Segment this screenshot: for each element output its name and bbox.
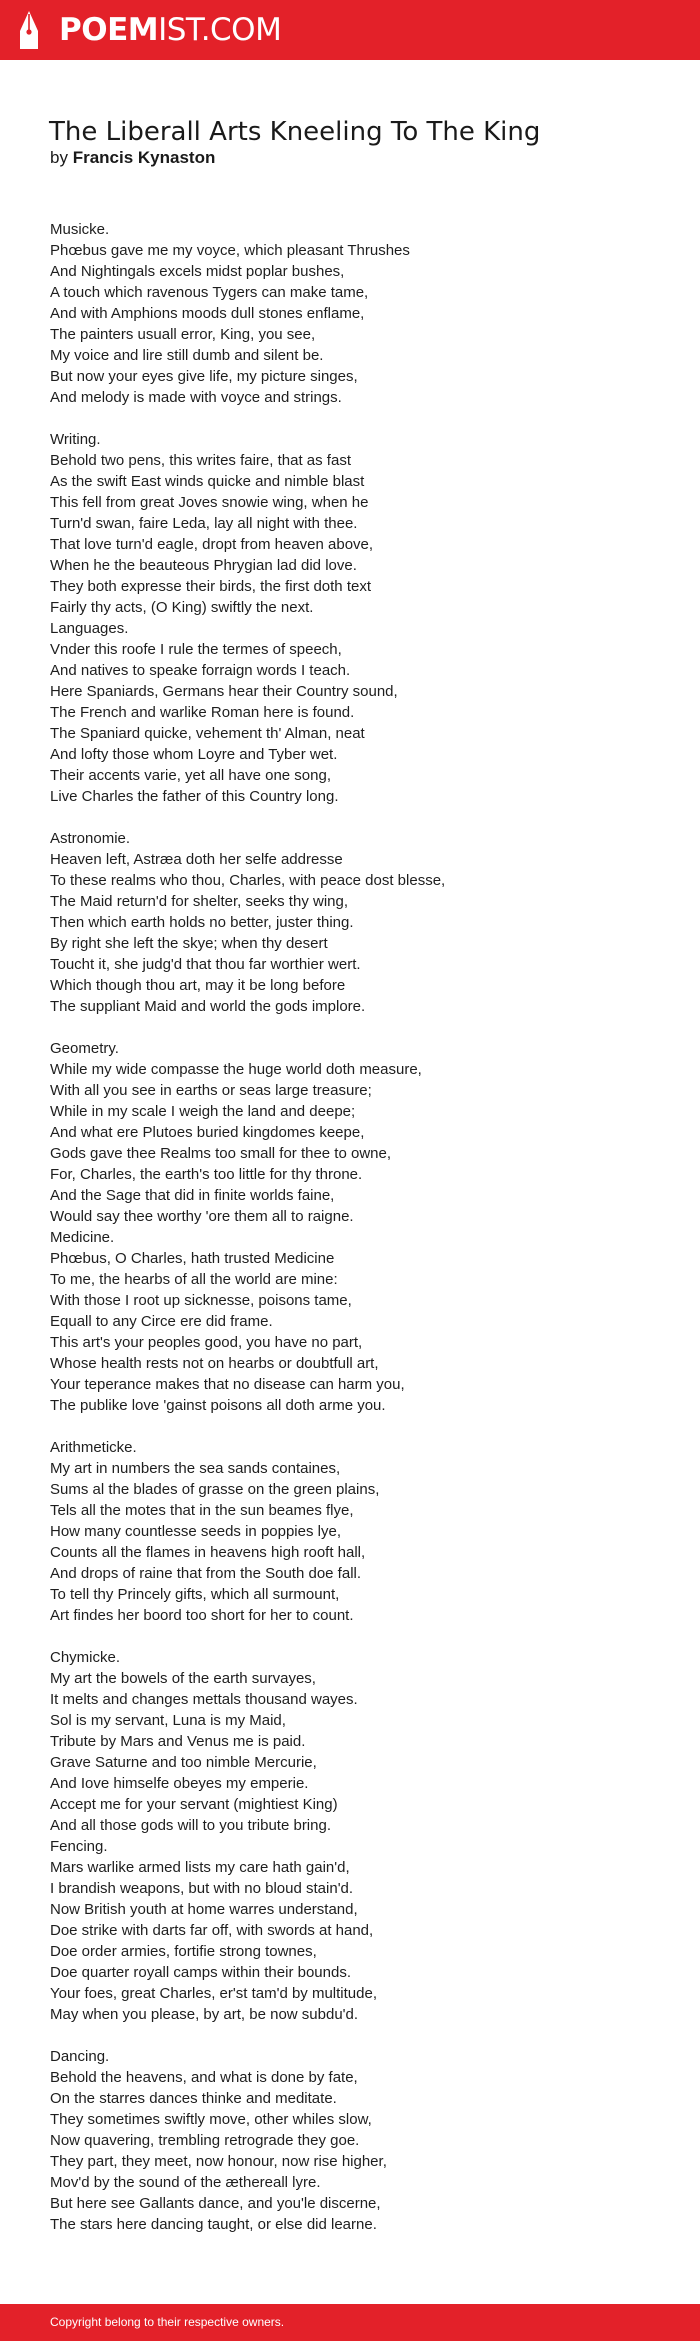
- poem-line: Arithmeticke.: [50, 1439, 137, 1456]
- poem-line: While in my scale I weigh the land and deepe;: [50, 1103, 356, 1120]
- site-logo[interactable]: [16, 8, 281, 52]
- poem-line: Grave Saturne and too nimble Mercurie,: [50, 1754, 317, 1771]
- poem-line: To tell thy Princely gifts, which all surmount,: [50, 1586, 340, 1603]
- poem-line: My art the bowels of the earth survayes,: [50, 1670, 316, 1687]
- poem-line: Dancing.: [50, 2048, 110, 2065]
- poem-line: May when you please, by art, be now subdu'd.: [50, 2006, 359, 2023]
- byline: [50, 145, 215, 171]
- poem-line: For, Charles, the earth's too little for thy throne.: [50, 1166, 363, 1183]
- poem-line: Doe quarter royall camps within their bounds.: [50, 1964, 351, 1981]
- poem-line: Astronomie.: [50, 830, 131, 847]
- poem-line: My art in numbers the sea sands containes,: [50, 1460, 341, 1477]
- poem-line: As the swift East winds quicke and nimble blast: [50, 473, 365, 490]
- poem-line: Sol is my servant, Luna is my Maid,: [50, 1712, 286, 1729]
- poem-line: The Maid return'd for shelter, seeks thy wing,: [50, 893, 349, 910]
- poem-line: Heaven left, Astræa doth her selfe addresse: [50, 851, 343, 868]
- poem-line: The painters usuall error, King, you see,: [50, 326, 316, 343]
- poem-line: Tels all the motes that in the sun beames flye,: [50, 1502, 354, 1519]
- poem-line: With all you see in earths or seas large treasure;: [50, 1082, 372, 1099]
- poem-line: Live Charles the father of this Country long.: [50, 788, 339, 805]
- poem-line: They part, they meet, now honour, now rise higher,: [50, 2153, 387, 2170]
- poem-line: It melts and changes mettals thousand wayes.: [50, 1691, 358, 1708]
- poem-line: Medicine.: [50, 1229, 115, 1246]
- stanza: [50, 1038, 650, 1416]
- poem-line: Toucht it, she judg'd that thou far worthier wert.: [50, 956, 361, 973]
- poem-line: And what ere Plutoes buried kingdomes keepe,: [50, 1124, 365, 1141]
- poem-line: Musicke.: [50, 221, 110, 238]
- poem-line: Here Spaniards, Germans hear their Country sound,: [50, 683, 398, 700]
- poem-line: They both expresse their birds, the first doth text: [50, 578, 371, 595]
- stanza: [50, 828, 650, 1017]
- poem-line: Art findes her boord too short for her to count.: [50, 1607, 354, 1624]
- stanza: [50, 1437, 650, 1626]
- poem-line: The suppliant Maid and world the gods implore.: [50, 998, 366, 1015]
- poem-line: Counts all the flames in heavens high rooft hall,: [50, 1544, 366, 1561]
- poem-line: This fell from great Joves snowie wing, when he: [50, 494, 369, 511]
- poem-line: Fencing.: [50, 1838, 108, 1855]
- poem-line: And melody is made with voyce and strings.: [50, 389, 342, 406]
- poem-line: Would say thee worthy 'ore them all to raigne.: [50, 1208, 354, 1225]
- poem-line: That love turn'd eagle, dropt from heaven above,: [50, 536, 374, 553]
- poem-line: Which though thou art, may it be long before: [50, 977, 346, 994]
- poem-line: Chymicke.: [50, 1649, 121, 1666]
- poem-line: But here see Gallants dance, and you'le discerne,: [50, 2195, 381, 2212]
- poem-line: Now British youth at home warres understand,: [50, 1901, 358, 1918]
- poem-line: Mov'd by the sound of the æthereall lyre.: [50, 2174, 321, 2191]
- logo-light-text: IST.COM: [158, 12, 282, 48]
- poem-line: Phœbus gave me my voyce, which pleasant Thrushes: [50, 242, 410, 259]
- poem-line: Languages.: [50, 620, 129, 637]
- stanza: [50, 2046, 650, 2235]
- poem-line: Mars warlike armed lists my care hath gain'd,: [50, 1859, 350, 1876]
- poem-line: Geometry.: [50, 1040, 119, 1057]
- by-label: by: [50, 148, 68, 167]
- poem-line: Your teperance makes that no disease can harm you,: [50, 1376, 405, 1393]
- author-name[interactable]: Francis Kynaston: [72, 148, 216, 167]
- poem-line: And all those gods will to you tribute bring.: [50, 1817, 331, 1834]
- poem-line: Turn'd swan, faire Leda, lay all night with thee.: [50, 515, 358, 532]
- poem-line: Vnder this roofe I rule the termes of speech,: [50, 641, 342, 658]
- poem-line: Doe order armies, fortifie strong townes,: [50, 1943, 317, 1960]
- copyright-text: Copyright belong to their respective owners.: [50, 2315, 285, 2329]
- poem-line: Their accents varie, yet all have one song,: [50, 767, 331, 784]
- poem-line: On the starres dances thinke and meditate.: [50, 2090, 337, 2107]
- poem-line: Fairly thy acts, (O King) swiftly the next.: [50, 599, 314, 616]
- poem-line: Then which earth holds no better, juster thing.: [50, 914, 354, 931]
- poem-line: How many countlesse seeds in poppies lye,: [50, 1523, 341, 1540]
- poem-line: The publike love 'gainst poisons all doth arme you.: [50, 1397, 386, 1414]
- poem-line: And lofty those whom Loyre and Tyber wet.: [50, 746, 338, 763]
- poem-line: To these realms who thou, Charles, with peace dost blesse,: [50, 872, 446, 889]
- poem-line: Writing.: [50, 431, 101, 448]
- poem-line: By right she left the skye; when thy desert: [50, 935, 328, 952]
- poem-line: Phœbus, O Charles, hath trusted Medicine: [50, 1250, 335, 1267]
- poem-line: And natives to speake forraign words I teach.: [50, 662, 351, 679]
- poem-line: The Spaniard quicke, vehement th' Alman, neat: [50, 725, 365, 742]
- poem-line: Now quavering, trembling retrograde they goe.: [50, 2132, 360, 2149]
- poem-line: And with Amphions moods dull stones enflame,: [50, 305, 365, 322]
- poem-line: The French and warlike Roman here is found.: [50, 704, 355, 721]
- poem-line: Your foes, great Charles, er'st tam'd by multitude,: [50, 1985, 377, 2002]
- poem-line: Doe strike with darts far off, with swords at hand,: [50, 1922, 374, 1939]
- poem-line: Tribute by Mars and Venus me is paid.: [50, 1733, 306, 1750]
- poem-line: Equall to any Circe ere did frame.: [50, 1313, 273, 1330]
- site-logo-text: [59, 8, 281, 52]
- poem-line: And Nightingals excels midst poplar bushes,: [50, 263, 345, 280]
- poem-line: And the Sage that did in finite worlds faine,: [50, 1187, 335, 1204]
- poem-line: A touch which ravenous Tygers can make tame,: [50, 284, 369, 301]
- logo-bold-text: POEM: [59, 12, 159, 48]
- poem-line: And drops of raine that from the South doe fall.: [50, 1565, 362, 1582]
- poem-line: While my wide compasse the huge world doth measure,: [50, 1061, 422, 1078]
- stanza: [50, 429, 650, 807]
- poem-line: When he the beauteous Phrygian lad did love.: [50, 557, 357, 574]
- pen-nib-icon: [16, 10, 42, 50]
- top-bar: [0, 0, 700, 60]
- poem-line: Behold two pens, this writes faire, that as fast: [50, 452, 351, 469]
- poem-body: [50, 219, 650, 2256]
- poem-line: Behold the heavens, and what is done by fate,: [50, 2069, 358, 2086]
- poem-line: And Iove himselfe obeyes my emperie.: [50, 1775, 309, 1792]
- stanza: [50, 1647, 650, 2025]
- poem-line: The stars here dancing taught, or else did learne.: [50, 2216, 377, 2233]
- poem-line: Sums al the blades of grasse on the green plains,: [50, 1481, 380, 1498]
- stanza: [50, 219, 650, 408]
- poem-line: They sometimes swiftly move, other whiles slow,: [50, 2111, 372, 2128]
- poem-line: I brandish weapons, but with no bloud stain'd.: [50, 1880, 354, 1897]
- poem-line: Accept me for your servant (mightiest King): [50, 1796, 338, 1813]
- poem-line: Whose health rests not on hearbs or doubtfull art,: [50, 1355, 379, 1372]
- poem-title: The Liberall Arts Kneeling To The King: [49, 117, 541, 147]
- poem-line: My voice and lire still dumb and silent be.: [50, 347, 324, 364]
- poem-line: This art's your peoples good, you have no part,: [50, 1334, 363, 1351]
- poem-line: To me, the hearbs of all the world are mine:: [50, 1271, 338, 1288]
- poem-line: But now your eyes give life, my picture singes,: [50, 368, 358, 385]
- footer-bar: [0, 2304, 700, 2341]
- poem-line: Gods gave thee Realms too small for thee to owne,: [50, 1145, 392, 1162]
- poem-line: With those I root up sicknesse, poisons tame,: [50, 1292, 352, 1309]
